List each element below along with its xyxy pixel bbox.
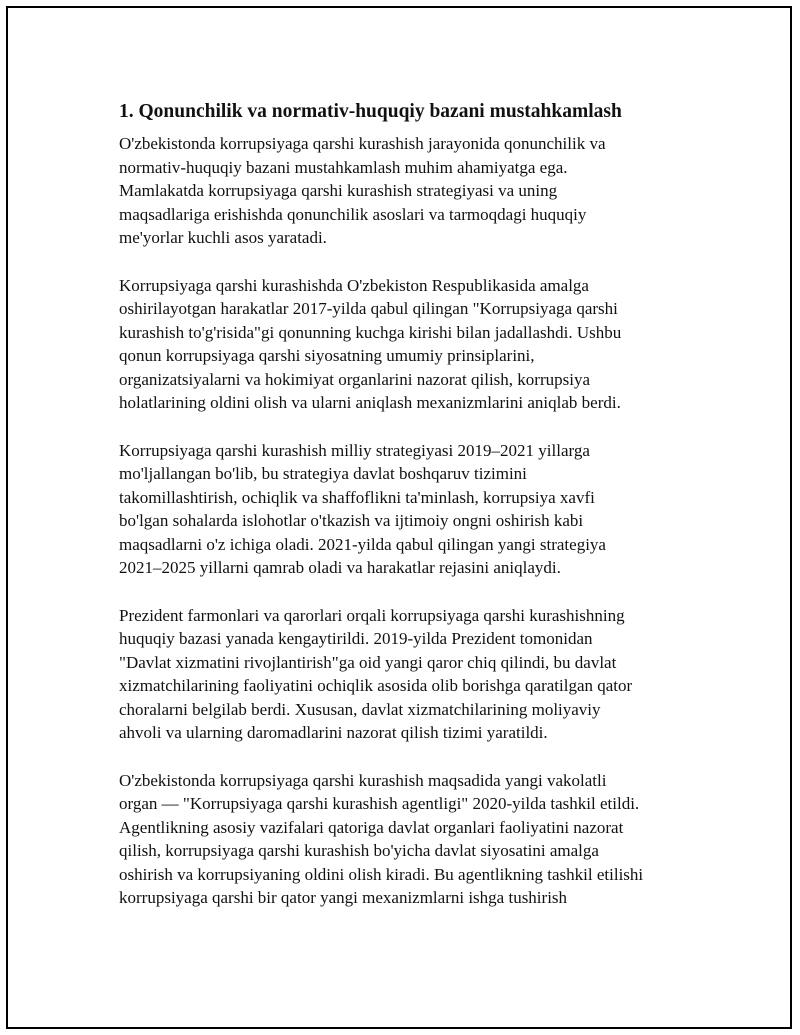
paragraph-presidential-decrees: Prezident farmonlari va qarorlari orqali korrupsiyaga qarshi kurashishning huquqiy bazasi yanada kengaytirildi. 2019-yilda Prezident tomonidan "Davlat xizmatini rivojlantirish"ga oid yangi qaror chiq qilindi, bu davlat xizmatchilarining faoliyatini ochiqlik asosida olib borishga qaratilgan qator choralarni belgilab berdi. Xususan, davlat xizmatchilarining moliyaviy ahvoli va ularning daromadlarini nazorat qilish tizimi yaratildi. — [119, 605, 633, 742]
paragraph-national-strategy: Korrupsiyaga qarshi kurashish milliy strategiyasi 2019–2021 yillarga mo'ljallangan bo'lib, bu strategiya davlat boshqaruv tizimini takomillashtirish, ochiqlik va shaffoflikni ta'minlash, korrupsiya xavfi bo'lgan sohalarda islohotlar o'tkazish va ijtimoiy ongni oshirish kabi maqsadlarni o'z ichiga oladi. 2021-yilda qabul qilingan yangi strategiya 2021–2025 yillarni qamrab oladi va harakatlar rejasini aniqlaydi. — [119, 440, 606, 577]
paragraph-legal-framework: O'zbekistonda korrupsiyaga qarshi kurashish jarayonida qonunchilik va normativ-huquqiy bazani mustahkamlash muhim ahamiyatga ega. Mamlakatda korrupsiyaga qarshi kurashish strategiyasi va uning maqsadlariga erishishda qonunchilik asoslari va tarmoqdagi huquqiy me'yorlar kuchli asos yaratadi. — [119, 134, 606, 247]
document-body — [119, 100, 709, 934]
page-frame — [6, 6, 792, 1029]
section-title: 1. Qonunchilik va normativ-huquqiy bazani mustahkamlash — [119, 101, 622, 122]
paragraph-2017-law: Korrupsiyaga qarshi kurashishda O'zbekiston Respublikasida amalga oshirilayotgan harakatlar 2017-yilda qabul qilingan "Korrupsiyaga qarshi kurashish to'g'risida"gi qonunning kuchga kirishi bilan jadallashdi. Ushbu qonun korrupsiyaga qarshi siyosatning umumiy prinsiplarini, organizatsiyalarni va hokimiyat organlarini nazorat qilish, korrupsiya holatlarining oldini olish va ularni aniqlash mexanizmlarini aniqlab berdi. — [119, 275, 622, 412]
paragraph-anti-corruption-agency: O'zbekistonda korrupsiyaga qarshi kurashish maqsadida yangi vakolatli organ — "Korrupsiyaga qarshi kurashish agentligi" 2020-yilda tashkil etildi. Agentlikning asosiy vazifalari qatoriga davlat organlari faoliyatini nazorat qilish, korrupsiyaga qarshi kurashish bo'yicha davlat siyosatini amalga oshirish va korrupsiyaning oldini olish kiradi. Bu agentlikning tashkil etilishi korrupsiyaga qarshi bir qator yangi mexanizmlarni ishga tushirish — [119, 770, 644, 907]
